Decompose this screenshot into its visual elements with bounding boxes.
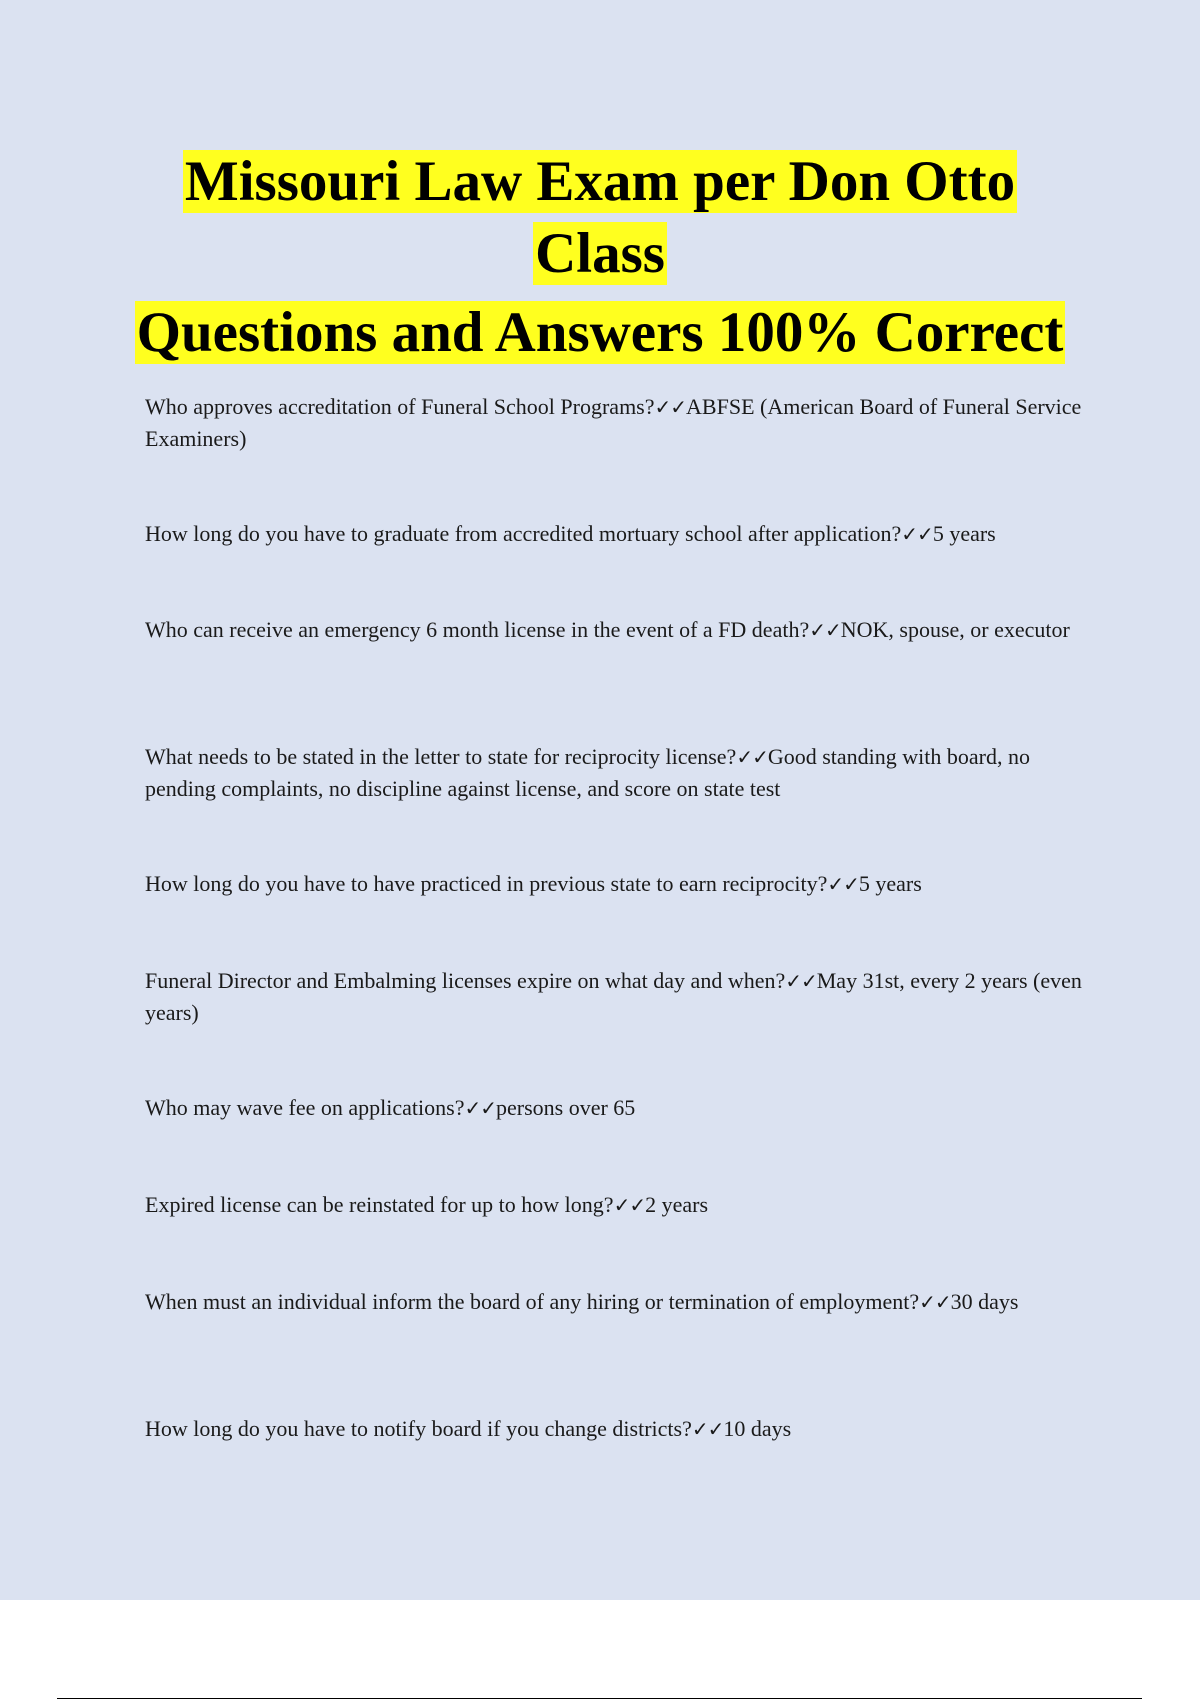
answer-text: 10 days xyxy=(723,1416,792,1441)
question-text: How long do you have to have practiced in previous state to earn reciprocity? xyxy=(145,871,828,896)
answer-text: 5 years xyxy=(858,871,922,896)
question-text: Funeral Director and Embalming licenses expire on what day and when? xyxy=(145,968,786,993)
check-mark-icon: ✓✓ xyxy=(691,1417,724,1441)
qa-item xyxy=(145,1092,1095,1189)
answer-text: Good standing with board, no pending complaints, no discipline against license, and score on state test xyxy=(145,744,1030,801)
qa-item xyxy=(145,741,1095,868)
qa-item xyxy=(145,518,1095,614)
qa-item xyxy=(145,614,1095,741)
qa-item xyxy=(145,965,1095,1092)
answer-text: 30 days xyxy=(950,1289,1019,1314)
footer-rule xyxy=(57,1698,1142,1699)
qa-item xyxy=(145,391,1095,518)
question-text: When must an individual inform the board of any hiring or termination of employment? xyxy=(145,1289,920,1314)
check-mark-icon: ✓✓ xyxy=(901,522,933,546)
check-mark-icon: ✓✓ xyxy=(809,618,841,642)
answer-text: NOK, spouse, or executor xyxy=(840,617,1070,642)
document-title xyxy=(0,146,1200,290)
question-text: Who may wave fee on applications? xyxy=(145,1095,465,1120)
qa-list xyxy=(145,391,1095,1453)
question-text: What needs to be stated in the letter to state for reciprocity license? xyxy=(145,744,737,769)
answer-text: May 31st, every 2 years (even years) xyxy=(145,968,1082,1025)
qa-item xyxy=(145,1413,1095,1453)
check-mark-icon: ✓✓ xyxy=(827,872,859,896)
title-line-1: Missouri Law Exam per Don Otto xyxy=(184,150,1016,213)
question-text: Expired license can be reinstated for up to how long? xyxy=(145,1192,614,1217)
check-mark-icon: ✓✓ xyxy=(919,1290,951,1314)
check-mark-icon: ✓✓ xyxy=(654,395,687,419)
check-mark-icon: ✓✓ xyxy=(464,1096,496,1120)
question-text: How long do you have to graduate from accredited mortuary school after application? xyxy=(145,521,902,546)
question-text: Who can receive an emergency 6 month license in the event of a FD death? xyxy=(145,617,810,642)
question-text: How long do you have to notify board if you change districts? xyxy=(145,1416,692,1441)
check-mark-icon: ✓✓ xyxy=(736,745,768,769)
answer-text: 5 years xyxy=(932,521,996,546)
answer-text: 2 years xyxy=(645,1192,709,1217)
title-block xyxy=(0,146,1200,366)
title-line-2: Class xyxy=(535,222,665,285)
answer-text: ABFSE (American Board of Funeral Service Examiners) xyxy=(145,394,1082,451)
qa-item xyxy=(145,1189,1095,1286)
check-mark-icon: ✓✓ xyxy=(613,1193,646,1217)
answer-text: persons over 65 xyxy=(496,1095,636,1120)
question-text: Who approves accreditation of Funeral School Programs? xyxy=(145,394,655,419)
qa-item xyxy=(145,868,1095,965)
check-mark-icon: ✓✓ xyxy=(785,969,817,993)
document-subtitle: Questions and Answers 100% Correct xyxy=(136,301,1064,364)
qa-item xyxy=(145,1286,1095,1413)
